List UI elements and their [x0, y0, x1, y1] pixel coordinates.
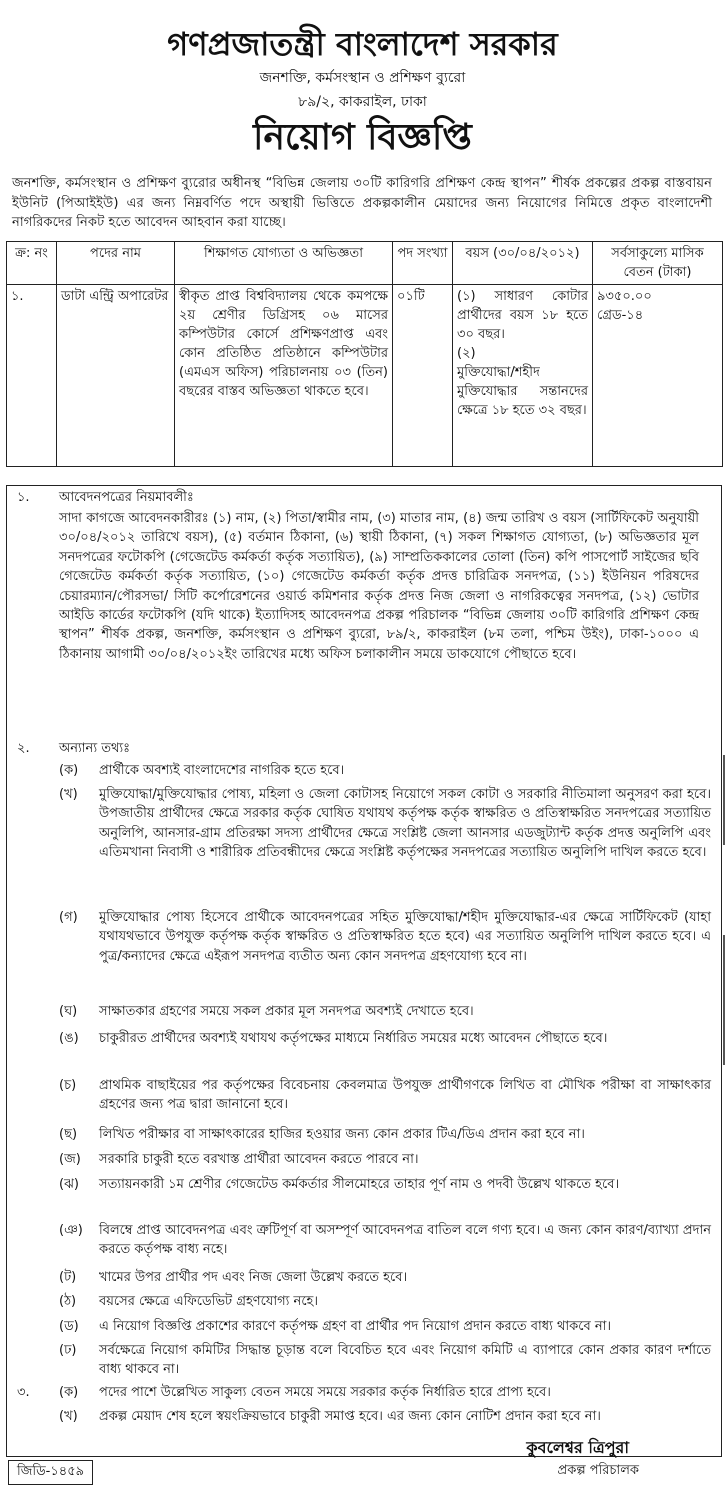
rules-box: [6, 485, 722, 1457]
item-text: প্রকল্প মেয়াদ শেষ হলে স্বয়ংক্রিয়ভাবে চাকুরী সমাপ্ত হবে। এর জন্য কোন নোটিশ প্রদান করা হবে না।: [99, 1409, 601, 1424]
item-label: (ছ): [59, 1127, 78, 1142]
item-text: বিলম্বে প্রাপ্ত আবেদনপত্র এবং ত্রুটিপূর্ণ বা অসম্পূর্ণ আবেদনপত্র বাতিল বলে গণ্য হবে। এ জন্য কোন কারণ/ব্যাখ্যা প্রদান করতে কর্তৃপক্ষ বাধ্য নহে।: [99, 1223, 711, 1258]
office-name: জনশক্তি, কর্মসংস্থান ও প্রশিক্ষণ ব্যুরো: [259, 70, 466, 86]
item-text: পদের পাশে উল্লেখিত সাকুল্য বেতন সময়ে সময়ে সরকার কর্তৃক নির্ধারিত হারে প্রাপ্য হবে।: [99, 1385, 551, 1400]
cell-salary: [593, 285, 723, 467]
gd-code: জিডি-১৪৫৯: [8, 1460, 93, 1485]
item-text: মুক্তিযোদ্ধার পোষ্য হিসেবে প্রার্থীকে আবেদনপত্রের সহিত মুক্তিযোদ্ধা/শহীদ মুক্তিযোদ্ধার-এর ক্ষেত্রে সার্টিফিকেট (যাহা যথাযথভাবে উপযুক্ত কর্তৃপক্ষ কর্তৃক স্বাক্ষরিত ও প্রতিস্বাক্ষরিত হতে হবে) এর সত্যায়িত অনুলিপি দাখিল করতে হবে। এ পুত্র/কন্যাদের ক্ষেত্রে এইরূপ সনদপত্র ব্যতীত অন্য কোন সনদপত্র গ্রহণযোগ্য হবে না।: [99, 910, 711, 964]
section1-title: আবেদনপত্রের নিয়মাবলীঃ: [59, 490, 194, 505]
header-salary: সর্বসাকুল্যে মাসিক বেতন (টাকা): [593, 242, 723, 285]
header-age: বয়স (৩০/০৪/২০১২): [453, 242, 593, 285]
section2-number: ২.: [17, 741, 30, 756]
item-text: চাকুরীরত প্রার্থীদের অবশ্যই যথাযথ কর্তৃপক্ষের মাধ্যমে নির্ধারিত সময়ের মধ্যে আবেদন পৌছাতে হবে।: [99, 1031, 608, 1046]
header-serial: ক্র: নং: [7, 242, 57, 285]
salary-amount: ৯৩৫০.০০: [597, 289, 652, 304]
section3-number: ৩.: [17, 1385, 30, 1400]
item-label: (ট): [59, 1270, 77, 1285]
cell-qualification: স্বীকৃত প্রাপ্ত বিশ্ববিদ্যালয় থেকে কমপক্ষে ২য় শ্রেণীর ডিগ্রিসহ ০৬ মাসের কম্পিউটার কোর্সে প্রশিক্ষণপ্রাপ্ত এবং কোন প্রতিষ্ঠিত প্রতিষ্ঠানে কম্পিউটার (এমএস অফিস) পরিচালনায় ০৩ (তিন) বছরের বাস্তব অভিজ্ঞতা থাকতে হবে।: [175, 285, 393, 467]
item-label: (ঙ): [59, 1031, 79, 1046]
age-ff-number: (২): [457, 346, 476, 361]
government-title: গণপ্রজাতন্ত্রী বাংলাদেশ সরকার: [167, 25, 558, 63]
section1-number: ১.: [17, 490, 30, 505]
header-post: পদের নাম: [57, 242, 175, 285]
item-text: সরকারি চাকুরী হতে বরখাস্ত প্রার্থীরা আবেদন করতে পারবে না।: [99, 1152, 419, 1167]
intro-paragraph: জনশক্তি, কর্মসংস্থান ও প্রশিক্ষণ ব্যুরোর অধীনস্থ “বিভিন্ন জেলায় ৩০টি কারিগরি প্রশিক্ষণ কেন্দ্র স্থাপন” শীর্ষক প্রকল্পের প্রকল্প বাস্তবায়ন ইউনিট (পিআইইউ) এর জন্য নিম্নবর্ণিত পদে অস্থায়ী ভিত্তিতে প্রকল্পকালীন মেয়াদের জন্য নিয়োগের নিমিত্তে প্রকৃত বাংলাদেশী নাগরিকদের নিকট হতে আবেদন আহবান করা যাচ্ছে।: [12, 176, 712, 230]
section2-title: অন্যান্য তথ্যঃ: [59, 741, 131, 756]
item-text: বয়সের ক্ষেত্রে এফিডেভিট গ্রহণযোগ্য নহে।: [99, 1294, 319, 1309]
item-label: (গ): [59, 910, 78, 925]
item-text: সর্বক্ষেত্রে নিয়োগ কমিটির সিদ্ধান্ত চূড়ান্ত বলে বিবেচিত হবে এবং নিয়োগ কমিটি এ ব্যাপারে কোন প্রকার কারণ দর্শাতে বাধ্য থাকবে না।: [99, 1343, 711, 1378]
item-label: (জ): [59, 1152, 81, 1167]
item-label: (ঘ): [59, 1004, 78, 1019]
cell-count: ০১টি: [393, 285, 453, 467]
table-header-row: [7, 242, 723, 285]
item-label: (খ): [59, 1409, 78, 1424]
section1-body: সাদা কাগজে আবেদনকারীরঃ (১) নাম, (২) পিতা/স্বামীর নাম, (৩) মাতার নাম, (৪) জন্ম তারিখ ও বয়স (সার্টিফিকেট অনুযায়ী ৩০/০৪/২০১২ তারিখে বয়স), (৫) বর্তমান ঠিকানা, (৬) স্থায়ী ঠিকানা, (৭) সকল শিক্ষাগত যোগ্যতা, (৮) অভিজ্ঞতার মূল সনদপত্রের ফটোকপি (গেজেটেড কর্মকর্তা কর্তৃক সত্যায়িত), (৯) সাম্প্রতিককালের তোলা (তিন) কপি পাসপোর্ট সাইজের ছবি গেজেটেড কর্মকর্তা কর্তৃক সত্যায়িত, (১০) গেজেটেড কর্মকর্তা কর্তৃক প্রদত্ত চারিত্রিক সনদপত্র, (১১) ইউনিয়ন পরিষদের চেয়ারম্যান/পৌরসভা/ সিটি কর্পোরেশনের ওয়ার্ড কমিশনার কর্তৃক প্রদত্ত নিজ জেলা ও নাগরিকত্বের সনদপত্র, (১২) ভোটার আইডি কার্ডের ফটোকপি (যদি থাকে) ইত্যাদিসহ আবেদনপত্র প্রকল্প পরিচালক “বিভিন্ন জেলায় ৩০টি কারিগরি প্রশিক্ষণ কেন্দ্র স্থাপন” শীর্ষক প্রকল্প, জনশক্তি, কর্মসংস্থান ও প্রশিক্ষণ ব্যুরো, ৮৯/২, কাকরাইল (৮ম তলা, পশ্চিম উইং), ঢাকা-১০০০ এ ঠিকানায় আগামী ৩০/০৪/২০১২ইং তারিখের মধ্যে অফিস চলাকালীন সময়ে ডাকযোগে পৌছাতে হবে।: [59, 511, 699, 662]
item-text: এ নিয়োগ বিজ্ঞপ্তি প্রকাশের কারণে কর্তৃপক্ষ গ্রহণ বা প্রার্থীর পদ নিয়োগ প্রদান করতে বাধ্য থাকবে না।: [99, 1319, 612, 1334]
header-count: পদ সংখ্যা: [393, 242, 453, 285]
item-text: প্রার্থীকে অবশ্যই বাংলাদেশের নাগরিক হতে হবে।: [99, 763, 345, 778]
item-label: (ঠ): [59, 1294, 77, 1309]
item-text: খামের উপর প্রার্থীর পদ এবং নিজ জেলা উল্লেখ করতে হবে।: [99, 1270, 408, 1285]
item-text: সাক্ষাতকার গ্রহণের সময়ে সকল প্রকার মূল সনদপত্র অবশ্যই দেখাতে হবে।: [99, 1004, 474, 1019]
post-table: [6, 241, 723, 467]
item-text: মুক্তিযোদ্ধা/মুক্তিযোদ্ধার পোষ্য, মহিলা ও জেলা কোটাসহ নিয়োগে সকল কোটা ও সরকারি নীতিমালা অনুসরণ করা হবে। উপজাতীয় প্রার্থীদের ক্ষেত্রে সরকার কর্তৃক ঘোষিত যথাযথ কর্তৃপক্ষ কর্তৃক স্বাক্ষরিত ও প্রতিস্বাক্ষরিত সনদপত্রের সত্যায়িত অনুলিপি, আনসার-গ্রাম প্রতিরক্ষা সদস্য প্রার্থীদের ক্ষেত্রে সংশ্লিষ্ট জেলা আনসার এডজুট্যান্ট কর্তৃক প্রদত্ত অনুলিপি এবং এতিমখানা নিবাসী ও শারীরিক প্রতিবন্ধীদের ক্ষেত্রে সংশ্লিষ্ট কর্তৃপক্ষের সনদপত্রের সত্যায়িত অনুলিপি দাখিল করতে হবে।: [99, 787, 711, 861]
item-label: (ঝ): [59, 1177, 79, 1192]
signatory-name: কুবলেশ্বর ত্রিপুরা: [526, 1438, 629, 1457]
table-row: [7, 285, 723, 467]
cell-age: [453, 285, 593, 467]
salary-grade: গ্রেড-১৪: [597, 308, 644, 323]
item-text: প্রাথমিক বাছাইয়ের পর কর্তৃপক্ষের বিবেচনায় কেবলমাত্র উপযুক্ত প্রার্থীগণকে লিখিত বা মৌখিক পরীক্ষা বা সাক্ষাৎকার গ্রহণের জন্য পত্র দ্বারা জানানো হবে।: [99, 1078, 711, 1113]
item-text: সত্যায়নকারী ১ম শ্রেণীর গেজেটেড কর্মকর্তার সীলমোহরে তাহার পূর্ণ নাম ও পদবী উল্লেখ থাকতে হবে।: [99, 1177, 620, 1192]
item-label: (ড): [59, 1319, 79, 1334]
cell-serial: ১.: [7, 285, 57, 467]
item-label: (ক): [59, 763, 79, 778]
item-label: (ঞ): [59, 1223, 83, 1238]
age-freedom-fighter: মুক্তিযোদ্ধা/শহীদ মুক্তিযোদ্ধার সন্তানদের ক্ষেত্রে ১৮ হতে ৩২ বছর।: [457, 365, 588, 418]
cell-post: ডাটা এন্ট্রি অপারেটর: [57, 285, 175, 467]
office-address: ৮৯/২, কাকরাইল, ঢাকা: [298, 94, 427, 110]
item-label: (ঢ): [59, 1343, 77, 1358]
item-label: (ক): [59, 1385, 79, 1400]
notice-title: নিয়োগ বিজ্ঞপ্তি: [253, 117, 472, 158]
item-label: (খ): [59, 787, 78, 802]
item-label: (চ): [59, 1078, 77, 1093]
signatory-title: প্রকল্প পরিচালক: [557, 1463, 639, 1478]
item-text: লিখিত পরীক্ষার বা সাক্ষাৎকারের হাজির হওয়ার জন্য কোন প্রকার টিএ/ডিএ প্রদান করা হবে না।: [99, 1127, 585, 1142]
age-general: (১) সাধারণ কোটার প্রার্থীদের বয়স ১৮ হতে ৩০ বছর।: [457, 289, 588, 342]
header-qualification: শিক্ষাগত যোগ্যতা ও অভিজ্ঞতা: [175, 242, 393, 285]
